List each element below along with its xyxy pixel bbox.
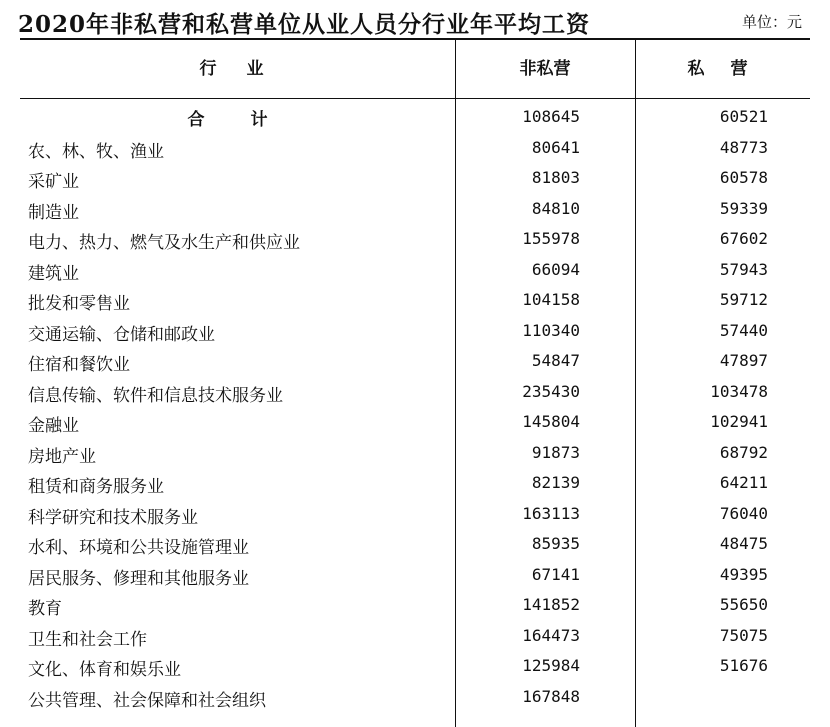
header-non-private: 非私营 — [519, 59, 571, 79]
row-private: 64211 — [719, 473, 768, 492]
row-industry: 建筑业 — [28, 263, 79, 284]
row-non-private: 85935 — [531, 534, 580, 553]
row-non-private: 66094 — [531, 259, 580, 279]
row-private: 59712 — [719, 290, 768, 309]
unit-label: 单位：元 — [741, 13, 802, 31]
row-non-private: 104158 — [522, 290, 580, 309]
table-row — [0, 590, 830, 621]
row-private: 57440 — [719, 320, 768, 340]
row-private: 48773 — [719, 137, 768, 157]
row-industry: 金融业 — [28, 416, 79, 436]
row-non-private: 141852 — [522, 595, 580, 614]
table-row — [0, 529, 830, 560]
row-non-private: 82139 — [531, 473, 580, 492]
row-industry: 文化、体育和娱乐业 — [28, 660, 181, 680]
row-industry: 公共管理、社会保障和社会组织 — [28, 690, 266, 711]
row-non-private: 108645 — [522, 107, 580, 126]
table-row — [0, 255, 830, 286]
row-industry: 水利、环境和公共设施管理业 — [28, 538, 249, 558]
row-private: 49395 — [719, 564, 768, 584]
table-row — [0, 316, 830, 347]
row-industry: 电力、热力、燃气及水生产和供应业 — [28, 233, 300, 253]
table-row — [0, 438, 830, 469]
table-row — [0, 194, 830, 225]
table-header-rule — [20, 98, 810, 99]
row-industry: 房地产业 — [28, 446, 96, 467]
title-bar — [0, 0, 830, 36]
row-industry: 农、林、牧、渔业 — [28, 141, 164, 162]
row-non-private: 155978 — [522, 229, 580, 248]
table-row — [0, 377, 830, 408]
table-row — [0, 621, 830, 652]
table-row — [0, 468, 830, 499]
row-industry: 科学研究和技术服务业 — [28, 507, 198, 528]
row-private: 60578 — [719, 168, 768, 187]
row-private: 67602 — [719, 229, 768, 248]
row-industry: 教育 — [28, 599, 62, 619]
row-industry: 合 计 — [187, 110, 288, 130]
table-row — [0, 407, 830, 438]
row-private: 68792 — [719, 442, 768, 462]
row-industry: 采矿业 — [28, 172, 79, 192]
row-industry: 卫生和社会工作 — [28, 629, 147, 650]
row-non-private: 125984 — [522, 656, 580, 675]
table-row — [0, 163, 830, 194]
row-private: 103478 — [710, 381, 768, 401]
row-private: 75075 — [719, 625, 768, 645]
table-title: 2020年非私营和私营单位从业人员分行业年平均工资 — [18, 11, 591, 38]
row-non-private: 164473 — [522, 625, 580, 645]
table-row — [0, 224, 830, 255]
row-non-private: 84810 — [531, 198, 580, 218]
row-private: 59339 — [719, 198, 768, 218]
row-industry: 租赁和商务服务业 — [28, 477, 164, 497]
table-row — [0, 346, 830, 377]
row-private: 57943 — [719, 259, 768, 279]
table-row — [0, 499, 830, 530]
row-private: 47897 — [719, 351, 768, 370]
table-body — [0, 102, 830, 712]
row-industry: 住宿和餐饮业 — [28, 355, 130, 375]
table-row — [0, 285, 830, 316]
row-private: 55650 — [719, 595, 768, 614]
row-private: 51676 — [719, 656, 768, 675]
row-non-private: 167848 — [522, 686, 580, 706]
row-industry: 信息传输、软件和信息技术服务业 — [28, 385, 283, 406]
row-non-private: 235430 — [522, 381, 580, 401]
table-row-total — [0, 102, 830, 133]
row-private: 60521 — [719, 107, 768, 126]
row-private: 76040 — [719, 503, 768, 523]
table-row — [0, 651, 830, 682]
table-row — [0, 682, 830, 713]
row-non-private: 81803 — [531, 168, 580, 187]
table-row — [0, 560, 830, 591]
row-non-private: 80641 — [531, 137, 580, 157]
row-industry: 制造业 — [28, 202, 79, 223]
row-non-private: 110340 — [522, 320, 580, 340]
row-industry: 交通运输、仓储和邮政业 — [28, 324, 215, 345]
row-industry: 居民服务、修理和其他服务业 — [28, 568, 249, 589]
row-non-private: 145804 — [522, 412, 580, 431]
row-non-private: 67141 — [531, 564, 580, 584]
row-non-private: 163113 — [522, 503, 580, 523]
row-industry: 批发和零售业 — [28, 294, 130, 314]
row-non-private: 54847 — [531, 351, 580, 370]
row-private: 102941 — [710, 412, 768, 431]
row-non-private: 91873 — [531, 442, 580, 462]
row-private: 48475 — [719, 534, 768, 553]
header-private: 私 营 — [687, 59, 758, 79]
header-industry: 行 业 — [199, 59, 276, 79]
table-row — [0, 133, 830, 164]
